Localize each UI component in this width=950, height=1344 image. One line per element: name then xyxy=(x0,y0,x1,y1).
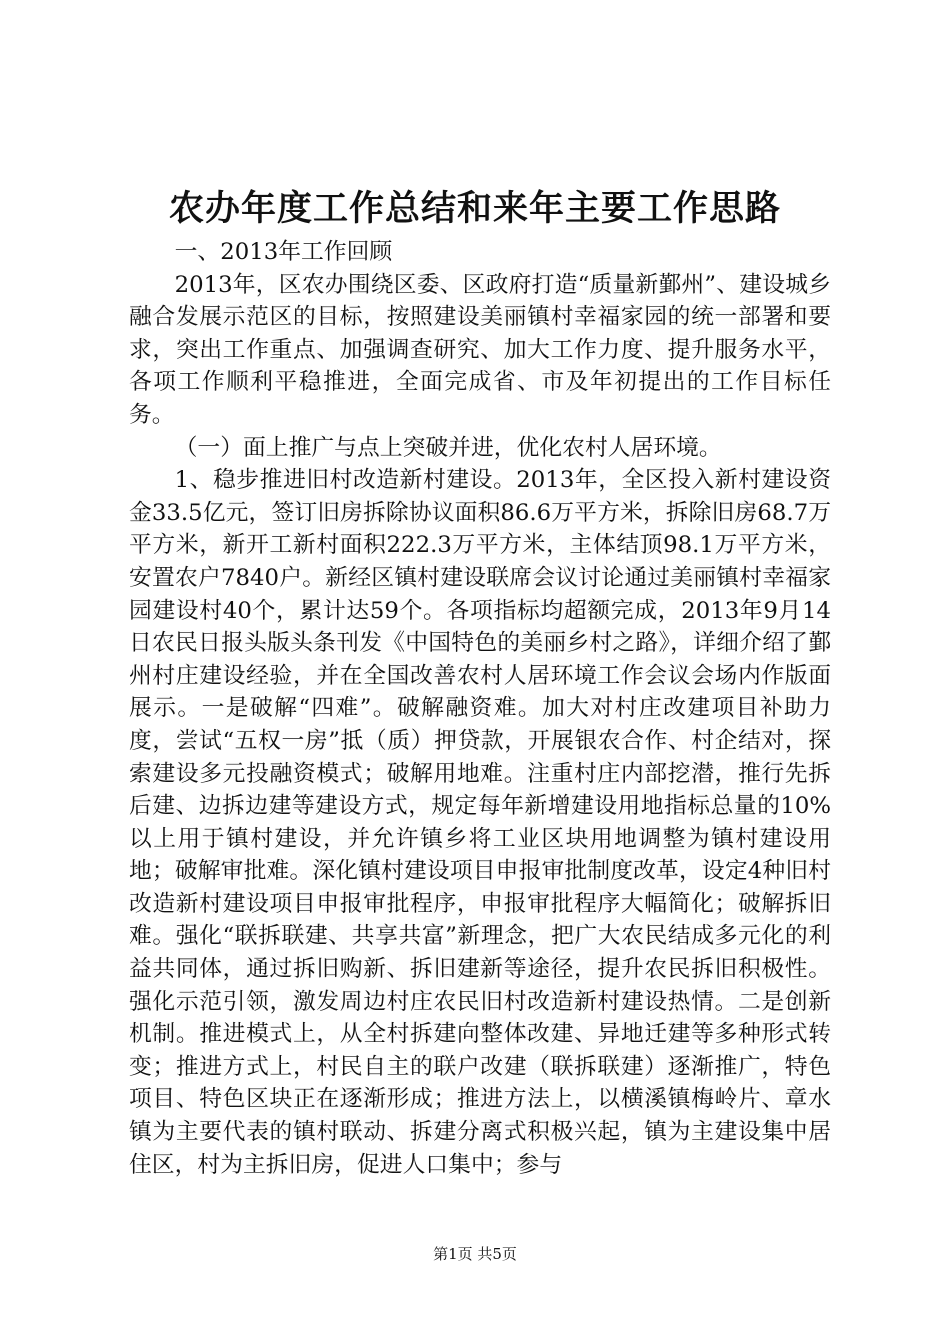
document-title: 农办年度工作总结和来年主要工作思路 xyxy=(168,188,781,229)
document-body xyxy=(129,236,831,1181)
body-paragraph: 1、稳步推进旧村改造新村建设。2013年，全区投入新村建设资金33.5亿元，签订旧房拆除协议面积86.6万平方米，拆除旧房68.7万平方米，新开工新村面积222.3万平方米，主体结顶98.1万平方米，安置农户7840户。新经区镇村建设联席会议讨论通过美丽镇村幸福家园建设村40个，累计达59个。各项指标均超额完成，2013年9月14日农民日报头版头条刊发《中国特色的美丽乡村之路》，详细介绍了鄞州村庄建设经验，并在全国改善农村人居环境工作会议会场内作版面展示。一是破解“四难”。破解融资难。加大对村庄改建项目补助力度，尝试“五权一房”抵（质）押贷款，开展银农合作、村企结对，探索建设多元投融资模式；破解用地难。注重村庄内部挖潜，推行先拆后建、边拆边建等建设方式，规定每年新增建设用地指标总量的10%以上用于镇村建设，并允许镇乡将工业区块用地调整为镇村建设用地；破解审批难。深化镇村建设项目申报审批制度改革，设定4种旧村改造新村建设项目申报审批程序，申报审批程序大幅简化；破解拆旧难。强化“联拆联建、共享共富”新理念，把广大农民结成多元化的利益共同体，通过拆旧购新、拆旧建新等途径，提升农民拆旧积极性。强化示范引领，激发周边村庄农民旧村改造新村建设热情。二是创新机制。推进模式上，从全村拆建向整体改建、异地迁建等多种形式转变；推进方式上，村民自主的联户改建（联拆联建）逐渐推广，特色项目、特色区块正在逐渐形成；推进方法上，以横溪镇梅岭片、章水镇为主要代表的镇村联动、拆建分离式积极兴起，镇为主建设集中居住区，村为主拆旧房，促进人口集中；参与 xyxy=(129,467,831,1178)
subsection-heading: （一）面上推广与点上突破并进，优化农村人居环境。 xyxy=(174,434,722,461)
intro-paragraph: 2013年，区农办围绕区委、区政府打造“质量新鄞州”、建设城乡融合发展示范区的目标，按照建设美丽镇村幸福家园的统一部署和要求，突出工作重点、加强调查研究、加大工作力度、提升服务水平，各项工作顺利平稳推进，全面完成省、市及年初提出的工作目标任务。 xyxy=(129,271,831,428)
page-number-footer: 第1页 共5页 xyxy=(433,1245,517,1263)
section-heading: 一、2013年工作回顾 xyxy=(174,239,393,265)
